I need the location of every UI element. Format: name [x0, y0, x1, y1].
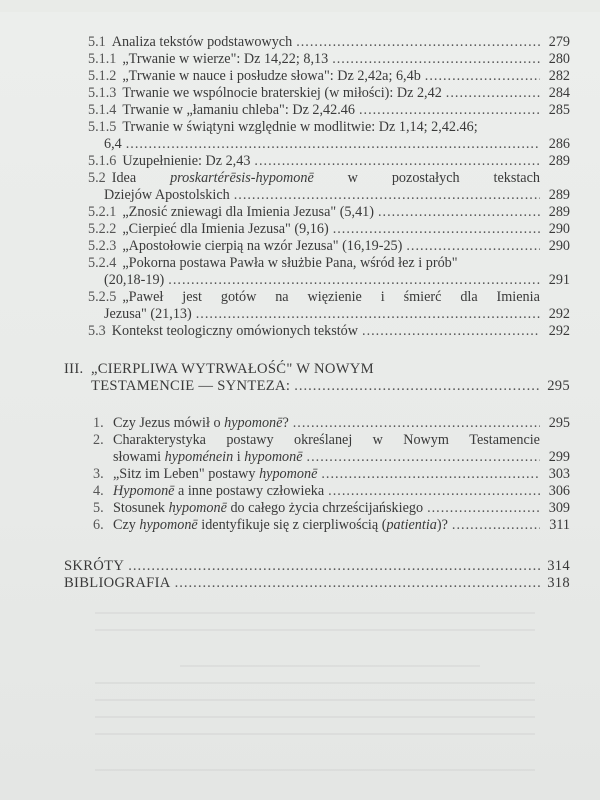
page-number: 285 [548, 102, 570, 118]
page-number: 284 [548, 85, 570, 101]
synthesis-entry-1 [93, 415, 570, 432]
entry-label: „Sitz im Leben" postawy hypomonē [113, 466, 318, 482]
page-number: 289 [548, 153, 570, 169]
entry-label-continued: (20,18-19) [104, 272, 165, 288]
entry-label-continued: 6,4 [104, 136, 122, 152]
entry-label: Nowym [403, 432, 449, 448]
page-number: 306 [548, 483, 570, 499]
entry-number: 5.1.3 [88, 85, 117, 101]
leader-dots [446, 85, 540, 102]
toc-entry-5-1-5-line2 [104, 136, 570, 153]
toc-entry-5-1-2 [88, 68, 570, 85]
leader-dots [196, 306, 540, 323]
leader-dots [359, 102, 540, 119]
page-number: 295 [548, 415, 570, 431]
page-number: 309 [548, 500, 570, 516]
toc-entry-5-1-4 [88, 102, 570, 119]
entry-label-italic: patientia [386, 517, 437, 533]
page-number: 295 [547, 378, 570, 394]
leader-dots [332, 51, 540, 68]
entry-number: 5.1.6 [88, 153, 117, 169]
entry-label: „Znosić zniewagi dla Imienia Jezusa" (5,41) [122, 204, 374, 220]
entry-label: Trwanie we wspólnocie braterskiej (w miłości): Dz 2,42 [122, 85, 442, 101]
toc-entry-5-2-line1 [88, 170, 540, 187]
leader-dots [452, 517, 540, 534]
toc-entry-5-2-4-line1 [88, 255, 458, 272]
entry-number: 5.2.2 [88, 221, 117, 237]
page-number: 292 [548, 306, 570, 322]
entry-label: Czy hypomonē identyfikuje się z cierpliwością (patientia)? [113, 517, 448, 533]
entry-label: „Pokorna postawa Pawła w służbie Pana, wśród łez i prób" [122, 255, 458, 271]
toc-entry-5-1 [88, 34, 570, 51]
entry-label: określanej [293, 432, 353, 448]
entry-label: SKRÓTY [64, 558, 125, 574]
entry-label: Trwanie w „łamaniu chleba": Dz 2,42.46 [122, 102, 355, 118]
entry-label: w [347, 170, 358, 186]
chapter-title: „CIERPLIWA WYTRWAŁOŚĆ" W NOWYM [91, 361, 374, 377]
leader-dots [128, 558, 540, 575]
chapter-number: III. [64, 361, 84, 377]
entry-number: 2. [93, 432, 104, 448]
toc-entry-5-2-4-line2 [104, 272, 570, 289]
entry-label: Idea [111, 170, 137, 186]
page-number: 279 [548, 34, 570, 50]
page-number: 290 [548, 221, 570, 237]
leader-dots [168, 272, 540, 289]
entry-label: dla [460, 289, 478, 305]
synthesis-entry-2-line2 [113, 449, 570, 466]
page-number: 311 [549, 517, 570, 533]
entry-label-italic: hypomonē [139, 517, 198, 533]
entry-label: Kontekst teologiczny omówionych tekstów [111, 323, 359, 339]
leader-dots [378, 204, 540, 221]
entry-number: 5.3 [88, 323, 106, 339]
leader-dots [126, 136, 540, 153]
page-number: 299 [548, 449, 570, 465]
scanned-page [0, 12, 600, 800]
leader-dots [296, 34, 540, 51]
toc-entry-5-2-1 [88, 204, 570, 221]
entry-number: 4. [93, 483, 104, 499]
entry-number: 5.1.1 [88, 51, 117, 67]
synthesis-entry-3 [93, 466, 570, 483]
back-matter-bibliography [64, 575, 570, 592]
page-number: 290 [548, 238, 570, 254]
leader-dots [307, 449, 540, 466]
leader-dots [254, 153, 540, 170]
toc-entry-5-2-3 [88, 238, 570, 255]
page-number: 289 [548, 204, 570, 220]
entry-label-italic: hypomonē [168, 500, 227, 516]
entry-label: w [372, 432, 383, 448]
entry-number: 5.1 [88, 34, 106, 50]
leader-dots [328, 483, 540, 500]
entry-label: „Apostołowie cierpią na wzór Jezusa" (16,19-25) [122, 238, 403, 254]
entry-label: Czy Jezus mówił o hypomonē? [113, 415, 289, 431]
entry-label: na [275, 289, 289, 305]
entry-label: postawy [226, 432, 274, 448]
entry-label-italic: Hypomonē [113, 483, 175, 499]
entry-number: 6. [93, 517, 104, 533]
entry-number: 3. [93, 466, 104, 482]
entry-label: „Paweł [122, 289, 164, 305]
entry-label: „Trwanie w wierze": Dz 14,22; 8,13 [122, 51, 329, 67]
chapter-title-continued: TESTAMENCIE — SYNTEZA: [91, 378, 291, 394]
entry-number: 5.2 [88, 170, 106, 186]
leader-dots [294, 378, 540, 395]
page-number: 289 [548, 187, 570, 203]
chapter-heading-line2 [91, 378, 570, 395]
entry-label: Uzupełnienie: Dz 2,43 [122, 153, 251, 169]
entry-label: śmierć [403, 289, 442, 305]
leader-dots [293, 415, 540, 432]
entry-label: „Trwanie w nauce i posłudze słowa": Dz 2,42a; 6,4b [122, 68, 421, 84]
entry-label-continued: słowami hypoménein i hypomonē [113, 449, 303, 465]
synthesis-entry-6 [93, 517, 570, 534]
entry-label: Trwanie w świątyni względnie w modlitwie: Dz 1,14; 2,42.46; [122, 119, 478, 135]
toc-entry-5-3 [88, 323, 570, 340]
entry-number: 5.2.1 [88, 204, 117, 220]
entry-label: jest [182, 289, 202, 305]
page-number: 286 [548, 136, 570, 152]
leader-dots [234, 187, 540, 204]
page-number: 314 [547, 558, 570, 574]
entry-label-italic: proskartérēsis-hypomonē [170, 170, 314, 186]
entry-label-continued: Jezusa" (21,13) [104, 306, 192, 322]
synthesis-entry-4 [93, 483, 570, 500]
page-number: 303 [548, 466, 570, 482]
toc-entry-5-1-1 [88, 51, 570, 68]
leader-dots [362, 323, 540, 340]
entry-label: Charakterystyka [113, 432, 206, 448]
page-number: 282 [548, 68, 570, 84]
toc-entry-5-2-2 [88, 221, 570, 238]
entry-label: Imienia [496, 289, 540, 305]
entry-label-italic: hypoménein [164, 449, 234, 465]
entry-number: 5.2.5 [88, 289, 117, 305]
entry-label: Hypomonē a inne postawy człowieka [113, 483, 325, 499]
toc-entry-5-2-line2 [104, 187, 570, 204]
page-number: 291 [548, 272, 570, 288]
entry-number: 5.1.5 [88, 119, 117, 135]
entry-number: 5.2.4 [88, 255, 117, 271]
toc-entry-5-1-6 [88, 153, 570, 170]
synthesis-entry-5 [93, 500, 570, 517]
synthesis-entry-2-line1 [93, 432, 540, 449]
leader-dots [406, 238, 540, 255]
toc-entry-5-2-5-line1 [88, 289, 540, 306]
entry-label: „Cierpieć dla Imienia Jezusa" (9,16) [122, 221, 329, 237]
entry-number: 1. [93, 415, 104, 431]
page-number: 318 [547, 575, 570, 591]
back-matter-abbreviations [64, 558, 570, 575]
entry-label: i [380, 289, 385, 305]
entry-label: Analiza tekstów podstawowych [111, 34, 293, 50]
entry-label: BIBLIOGRAFIA [64, 575, 171, 591]
entry-number: 5. [93, 500, 104, 516]
toc-entry-5-2-5-line2 [104, 306, 570, 323]
leader-dots [427, 500, 540, 517]
entry-label-continued: Dziejów Apostolskich [104, 187, 230, 203]
entry-number: 5.1.2 [88, 68, 117, 84]
page-number: 280 [548, 51, 570, 67]
page-number: 292 [548, 323, 570, 339]
entry-label: gotów [220, 289, 257, 305]
leader-dots [425, 68, 540, 85]
chapter-heading-line1 [64, 361, 374, 378]
toc-entry-5-1-5-line1 [88, 119, 478, 136]
toc-entry-5-1-3 [88, 85, 570, 102]
entry-label: Stosunek hypomonē do całego życia chrześcijańskiego [113, 500, 424, 516]
entry-label: więzienie [307, 289, 362, 305]
leader-dots [333, 221, 540, 238]
leader-dots [321, 466, 540, 483]
entry-label: Testamencie [469, 432, 540, 448]
entry-label-italic: hypomonē [259, 466, 318, 482]
entry-number: 5.1.4 [88, 102, 117, 118]
entry-label: pozostałych [391, 170, 460, 186]
entry-number: 5.2.3 [88, 238, 117, 254]
entry-label-italic: hypomonē [224, 415, 283, 431]
leader-dots [175, 575, 540, 592]
entry-label: tekstach [493, 170, 540, 186]
entry-label-italic: hypomonē [244, 449, 303, 465]
